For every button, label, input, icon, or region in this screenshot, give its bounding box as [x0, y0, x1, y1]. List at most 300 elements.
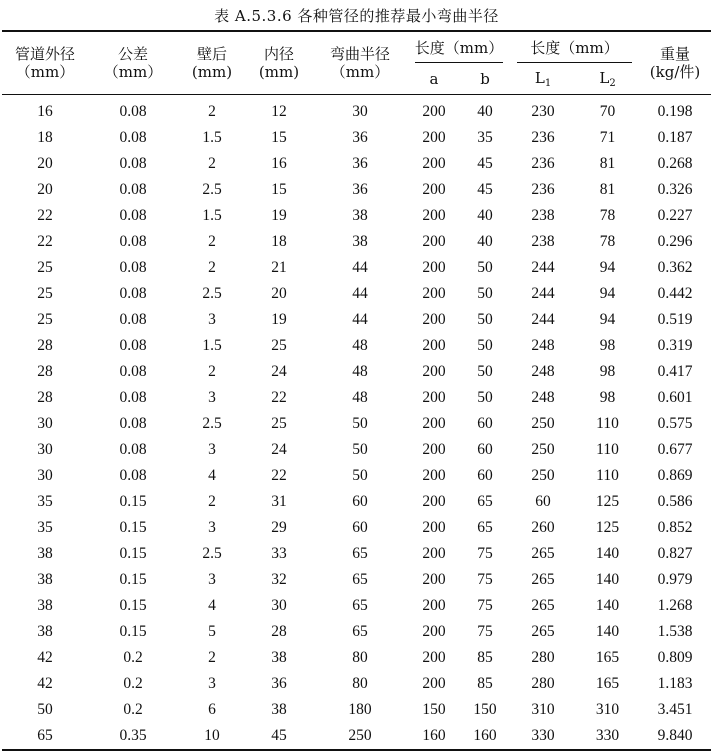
cell-l1: 244	[531, 285, 555, 302]
cell-inner-diameter: 25	[271, 337, 287, 354]
cell-b: 40	[477, 233, 493, 250]
cell-inner-diameter: 22	[271, 389, 287, 406]
table-row	[2, 333, 711, 359]
cell-wall: 3	[208, 441, 216, 458]
cell-weight: 0.326	[657, 181, 693, 198]
cell-bend-radius: 65	[352, 545, 368, 562]
table-row	[2, 385, 711, 411]
cell-bend-radius: 36	[352, 181, 368, 198]
cell-a: 200	[422, 415, 446, 432]
cell-tolerance: 0.08	[119, 207, 147, 224]
cell-outer-diameter: 25	[37, 311, 53, 328]
cell-a: 200	[422, 389, 446, 406]
cell-weight: 0.979	[657, 571, 693, 588]
cell-b: 50	[477, 285, 493, 302]
cell-a: 200	[422, 259, 446, 276]
cell-inner-diameter: 38	[271, 701, 287, 718]
cell-a: 200	[422, 103, 446, 120]
cell-tolerance: 0.15	[119, 519, 147, 536]
table-row	[2, 645, 711, 671]
cell-bend-radius: 44	[352, 311, 368, 328]
cell-wall: 2.5	[202, 181, 222, 198]
cell-wall: 2.5	[202, 285, 222, 302]
cell-l2: 125	[595, 519, 620, 536]
cell-wall: 4	[208, 467, 216, 484]
cell-weight: 9.840	[639, 723, 711, 750]
cell-l2: 78	[599, 207, 616, 224]
cell-inner-diameter: 22	[271, 467, 287, 484]
cell-l2: 125	[595, 493, 620, 510]
cell-bend-radius: 48	[352, 337, 368, 354]
cell-tolerance: 0.15	[119, 545, 147, 562]
cell-l1: 250	[531, 415, 555, 432]
header-l2	[576, 64, 639, 95]
cell-l2: 165	[595, 675, 620, 692]
header-bend-radius-label: 弯曲半径	[329, 45, 390, 63]
cell-b: 75	[477, 597, 493, 614]
cell-l2: 140	[595, 545, 620, 562]
cell-inner-diameter: 19	[271, 207, 287, 224]
cell-inner-diameter: 25	[271, 415, 287, 432]
cell-l2: 78	[599, 233, 616, 250]
cell-weight: 1.268	[657, 597, 693, 614]
cell-weight: 0.809	[657, 649, 693, 666]
cell-tolerance: 0.08	[119, 311, 147, 328]
cell-b: 65	[477, 493, 493, 510]
cell-a: 200	[422, 129, 446, 146]
header-length-ab	[408, 31, 510, 64]
cell-l2: 98	[599, 337, 616, 354]
cell-a: 200	[422, 441, 446, 458]
cell-bend-radius: 60	[352, 519, 368, 536]
cell-b: 75	[477, 623, 493, 640]
cell-tolerance: 0.08	[119, 285, 147, 302]
header-bend-radius	[312, 31, 408, 95]
table-row	[2, 359, 711, 385]
cell-a: 200	[422, 597, 446, 614]
table-row	[2, 203, 711, 229]
pipe-bend-radius-table	[2, 30, 711, 751]
cell-b: 85	[477, 675, 493, 692]
header-l2-subscript: 2	[609, 78, 616, 89]
cell-inner-diameter: 16	[271, 155, 287, 172]
cell-inner-diameter: 31	[271, 493, 287, 510]
header-bend-radius-unit: （mm）	[330, 63, 390, 81]
cell-bend-radius: 180	[348, 701, 372, 718]
cell-l2: 330	[576, 723, 639, 750]
cell-b: 160	[460, 723, 510, 750]
cell-outer-diameter: 35	[37, 519, 53, 536]
cell-a: 200	[422, 337, 446, 354]
cell-weight: 3.451	[657, 701, 693, 718]
cell-b: 65	[477, 519, 493, 536]
table-row	[2, 437, 711, 463]
header-b: b	[480, 70, 490, 88]
cell-l2: 110	[596, 415, 619, 432]
cell-bend-radius: 250	[312, 723, 408, 750]
cell-l2: 140	[595, 623, 620, 640]
cell-l1: 310	[531, 701, 555, 718]
cell-outer-diameter: 30	[37, 415, 53, 432]
cell-l1: 265	[531, 545, 555, 562]
cell-weight: 0.442	[657, 285, 693, 302]
cell-wall: 3	[208, 311, 216, 328]
cell-bend-radius: 36	[352, 129, 368, 146]
cell-l2: 81	[599, 181, 616, 198]
header-length-l-label: 长度（mm）	[530, 39, 619, 57]
cell-tolerance: 0.08	[119, 337, 147, 354]
cell-l1: 230	[531, 103, 555, 120]
table-row	[2, 307, 711, 333]
header-inner-diameter	[246, 31, 312, 95]
cell-inner-diameter: 30	[271, 597, 287, 614]
cell-tolerance: 0.2	[123, 675, 143, 692]
header-length-l	[510, 31, 639, 64]
cell-bend-radius: 36	[352, 155, 368, 172]
cell-weight: 0.187	[657, 129, 693, 146]
cell-outer-diameter: 30	[37, 467, 53, 484]
cell-bend-radius: 50	[352, 415, 368, 432]
cell-b: 60	[477, 415, 493, 432]
cell-b: 75	[477, 545, 493, 562]
cell-weight: 0.601	[657, 389, 693, 406]
cell-wall: 2	[208, 649, 216, 666]
cell-l1: 236	[531, 129, 555, 146]
cell-inner-diameter: 45	[246, 723, 312, 750]
cell-bend-radius: 80	[352, 649, 368, 666]
table-row	[2, 619, 711, 645]
cell-bend-radius: 30	[352, 103, 368, 120]
cell-tolerance: 0.08	[119, 155, 147, 172]
cell-a: 200	[422, 363, 446, 380]
table-row	[2, 229, 711, 255]
cell-l1: 238	[531, 233, 555, 250]
cell-tolerance: 0.15	[119, 597, 147, 614]
table-row	[2, 177, 711, 203]
cell-outer-diameter: 22	[37, 207, 53, 224]
cell-tolerance: 0.08	[119, 129, 147, 146]
header-inner-diameter-label: 内径	[263, 45, 294, 63]
table-row	[2, 255, 711, 281]
table-row	[2, 411, 711, 437]
cell-weight: 1.538	[657, 623, 693, 640]
cell-wall: 10	[178, 723, 246, 750]
cell-tolerance: 0.08	[119, 181, 147, 198]
cell-l2: 110	[596, 467, 619, 484]
header-outer-diameter-label: 管道外径	[14, 45, 75, 63]
cell-a: 200	[422, 155, 446, 172]
cell-a: 200	[422, 493, 446, 510]
header-tolerance-unit: （mm）	[103, 63, 163, 81]
cell-a: 200	[422, 545, 446, 562]
cell-b: 60	[477, 441, 493, 458]
cell-b: 35	[477, 129, 493, 146]
cell-weight: 0.362	[657, 259, 693, 276]
cell-l2: 310	[595, 701, 620, 718]
cell-bend-radius: 48	[352, 389, 368, 406]
cell-tolerance: 0.2	[123, 701, 143, 718]
header-outer-diameter	[2, 31, 88, 95]
cell-outer-diameter: 38	[37, 597, 53, 614]
cell-bend-radius: 60	[352, 493, 368, 510]
cell-bend-radius: 38	[352, 207, 368, 224]
cell-wall: 2.5	[202, 415, 222, 432]
table-row	[2, 723, 711, 750]
cell-outer-diameter: 42	[37, 675, 53, 692]
cell-inner-diameter: 29	[271, 519, 287, 536]
header-l1-subscript: 1	[544, 78, 552, 89]
cell-wall: 4	[208, 597, 216, 614]
table-row	[2, 281, 711, 307]
cell-wall: 2	[208, 233, 216, 250]
cell-outer-diameter: 30	[37, 441, 53, 458]
cell-b: 50	[477, 389, 493, 406]
header-weight-unit: (kg/件)	[649, 63, 701, 81]
cell-weight: 0.417	[657, 363, 693, 380]
cell-bend-radius: 65	[352, 571, 368, 588]
cell-wall: 1.5	[202, 337, 222, 354]
cell-outer-diameter: 22	[37, 233, 53, 250]
cell-weight: 0.296	[657, 233, 693, 250]
cell-tolerance: 0.2	[123, 649, 143, 666]
cell-a: 150	[422, 701, 446, 718]
cell-outer-diameter: 25	[37, 285, 53, 302]
table-row	[2, 541, 711, 567]
cell-bend-radius: 65	[352, 623, 368, 640]
cell-a: 200	[422, 571, 446, 588]
cell-outer-diameter: 38	[37, 571, 53, 588]
cell-l2: 140	[595, 597, 620, 614]
cell-weight: 0.319	[657, 337, 693, 354]
cell-tolerance: 0.15	[119, 623, 147, 640]
table-body	[2, 95, 711, 751]
cell-bend-radius: 48	[352, 363, 368, 380]
cell-bend-radius: 38	[352, 233, 368, 250]
table-row	[2, 697, 711, 723]
cell-a: 160	[408, 723, 460, 750]
cell-a: 200	[422, 623, 446, 640]
cell-l1: 265	[531, 623, 555, 640]
cell-weight: 0.586	[657, 493, 693, 510]
cell-tolerance: 0.08	[119, 467, 147, 484]
cell-tolerance: 0.35	[88, 723, 178, 750]
cell-l1: 248	[531, 337, 555, 354]
cell-l2: 94	[599, 285, 616, 302]
cell-l1: 244	[531, 259, 555, 276]
header-tolerance-label: 公差	[117, 45, 148, 63]
cell-l1: 250	[531, 441, 555, 458]
cell-l2: 165	[595, 649, 620, 666]
cell-tolerance: 0.08	[119, 415, 147, 432]
cell-l2: 94	[599, 259, 616, 276]
cell-b: 50	[477, 259, 493, 276]
cell-wall: 1.5	[202, 129, 222, 146]
cell-wall: 5	[208, 623, 216, 640]
header-weight	[639, 31, 711, 95]
cell-outer-diameter: 38	[37, 623, 53, 640]
cell-outer-diameter: 35	[37, 493, 53, 510]
cell-wall: 3	[208, 389, 216, 406]
cell-outer-diameter: 28	[37, 363, 53, 380]
header-l1	[510, 64, 576, 95]
cell-inner-diameter: 28	[271, 623, 287, 640]
cell-outer-diameter: 50	[37, 701, 53, 718]
cell-inner-diameter: 36	[271, 675, 287, 692]
cell-weight: 1.183	[657, 675, 693, 692]
cell-a: 200	[422, 207, 446, 224]
cell-b: 75	[477, 571, 493, 588]
cell-inner-diameter: 20	[271, 285, 287, 302]
cell-weight: 0.519	[657, 311, 693, 328]
cell-l1: 236	[531, 155, 555, 172]
cell-l1: 236	[531, 181, 555, 198]
header-length-ab-rule	[415, 62, 503, 63]
cell-bend-radius: 44	[352, 285, 368, 302]
cell-wall: 1.5	[202, 207, 222, 224]
cell-outer-diameter: 20	[37, 181, 53, 198]
header-length-l-rule	[517, 62, 632, 63]
header-wall-thickness	[178, 31, 246, 95]
header-a: a	[429, 70, 439, 88]
cell-wall: 2	[208, 259, 216, 276]
table-row	[2, 671, 711, 697]
cell-outer-diameter: 28	[37, 389, 53, 406]
cell-bend-radius: 50	[352, 467, 368, 484]
cell-inner-diameter: 24	[271, 441, 287, 458]
cell-inner-diameter: 15	[271, 181, 287, 198]
cell-b: 60	[477, 467, 493, 484]
cell-wall: 3	[208, 675, 216, 692]
cell-inner-diameter: 33	[271, 545, 287, 562]
cell-inner-diameter: 38	[271, 649, 287, 666]
cell-outer-diameter: 28	[37, 337, 53, 354]
cell-weight: 0.677	[657, 441, 693, 458]
header-inner-diameter-unit: (mm)	[258, 63, 300, 81]
cell-inner-diameter: 21	[271, 259, 287, 276]
cell-b: 45	[477, 181, 493, 198]
cell-outer-diameter: 18	[37, 129, 53, 146]
cell-b: 150	[473, 701, 497, 718]
table-row	[2, 95, 711, 126]
table-row	[2, 463, 711, 489]
cell-inner-diameter: 24	[271, 363, 287, 380]
cell-l1: 250	[531, 467, 555, 484]
cell-l2: 71	[599, 129, 616, 146]
header-row-1	[2, 31, 711, 64]
header-wall-label: 壁后	[196, 45, 227, 63]
cell-l2: 140	[595, 571, 620, 588]
cell-outer-diameter: 20	[37, 155, 53, 172]
cell-inner-diameter: 18	[271, 233, 287, 250]
cell-b: 50	[477, 363, 493, 380]
cell-wall: 3	[208, 519, 216, 536]
cell-weight: 0.869	[657, 467, 693, 484]
cell-a: 200	[422, 649, 446, 666]
cell-wall: 3	[208, 571, 216, 588]
cell-wall: 2	[208, 493, 216, 510]
cell-a: 200	[422, 467, 446, 484]
cell-outer-diameter: 42	[37, 649, 53, 666]
cell-b: 85	[477, 649, 493, 666]
cell-outer-diameter: 38	[37, 545, 53, 562]
cell-l1: 248	[531, 363, 555, 380]
cell-weight: 0.227	[657, 207, 693, 224]
cell-a: 200	[422, 519, 446, 536]
cell-wall: 6	[208, 701, 216, 718]
cell-outer-diameter: 25	[37, 259, 53, 276]
header-tolerance	[88, 31, 178, 95]
header-l2-letter: L	[599, 69, 610, 87]
cell-weight: 0.852	[657, 519, 693, 536]
cell-l2: 110	[596, 441, 619, 458]
cell-l1: 248	[531, 389, 555, 406]
cell-tolerance: 0.15	[119, 493, 147, 510]
header-wall-unit: (mm)	[191, 63, 233, 81]
cell-b: 45	[477, 155, 493, 172]
cell-wall: 2	[208, 155, 216, 172]
cell-l2: 98	[599, 363, 616, 380]
cell-b: 40	[477, 207, 493, 224]
cell-tolerance: 0.08	[119, 259, 147, 276]
cell-a: 200	[422, 181, 446, 198]
cell-l2: 81	[599, 155, 616, 172]
header-weight-label: 重量	[660, 45, 691, 63]
cell-tolerance: 0.08	[119, 103, 147, 120]
cell-bend-radius: 50	[352, 441, 368, 458]
cell-b: 50	[477, 311, 493, 328]
cell-weight: 0.575	[657, 415, 693, 432]
cell-tolerance: 0.08	[119, 233, 147, 250]
cell-inner-diameter: 15	[271, 129, 287, 146]
table-row	[2, 125, 711, 151]
table-caption: 表 A.5.3.6 各种管径的推荐最小弯曲半径	[214, 7, 499, 25]
cell-a: 200	[422, 285, 446, 302]
cell-weight: 0.268	[657, 155, 693, 172]
cell-b: 50	[477, 337, 493, 354]
cell-l2: 94	[599, 311, 616, 328]
table-row	[2, 515, 711, 541]
cell-l2: 70	[599, 103, 616, 120]
cell-a: 200	[422, 233, 446, 250]
cell-tolerance: 0.08	[119, 363, 147, 380]
cell-outer-diameter: 65	[2, 723, 88, 750]
cell-wall: 2	[208, 103, 216, 120]
cell-bend-radius: 80	[352, 675, 368, 692]
cell-bend-radius: 65	[352, 597, 368, 614]
cell-wall: 2.5	[202, 545, 222, 562]
cell-weight: 0.198	[657, 103, 693, 120]
cell-a: 200	[422, 311, 446, 328]
cell-bend-radius: 44	[352, 259, 368, 276]
cell-l1: 280	[531, 675, 555, 692]
cell-wall: 2	[208, 363, 216, 380]
cell-l1: 265	[531, 597, 555, 614]
cell-inner-diameter: 19	[271, 311, 287, 328]
cell-l1: 330	[510, 723, 576, 750]
header-l1-letter: L	[534, 69, 545, 87]
cell-inner-diameter: 12	[271, 103, 287, 120]
cell-l1: 238	[531, 207, 555, 224]
cell-tolerance: 0.08	[119, 389, 147, 406]
cell-b: 40	[477, 103, 493, 120]
cell-inner-diameter: 32	[271, 571, 287, 588]
table-row	[2, 151, 711, 177]
cell-l2: 98	[599, 389, 616, 406]
cell-l1: 244	[531, 311, 555, 328]
cell-l1: 60	[535, 493, 551, 510]
cell-outer-diameter: 16	[37, 103, 53, 120]
header-outer-diameter-unit: （mm）	[15, 63, 75, 81]
